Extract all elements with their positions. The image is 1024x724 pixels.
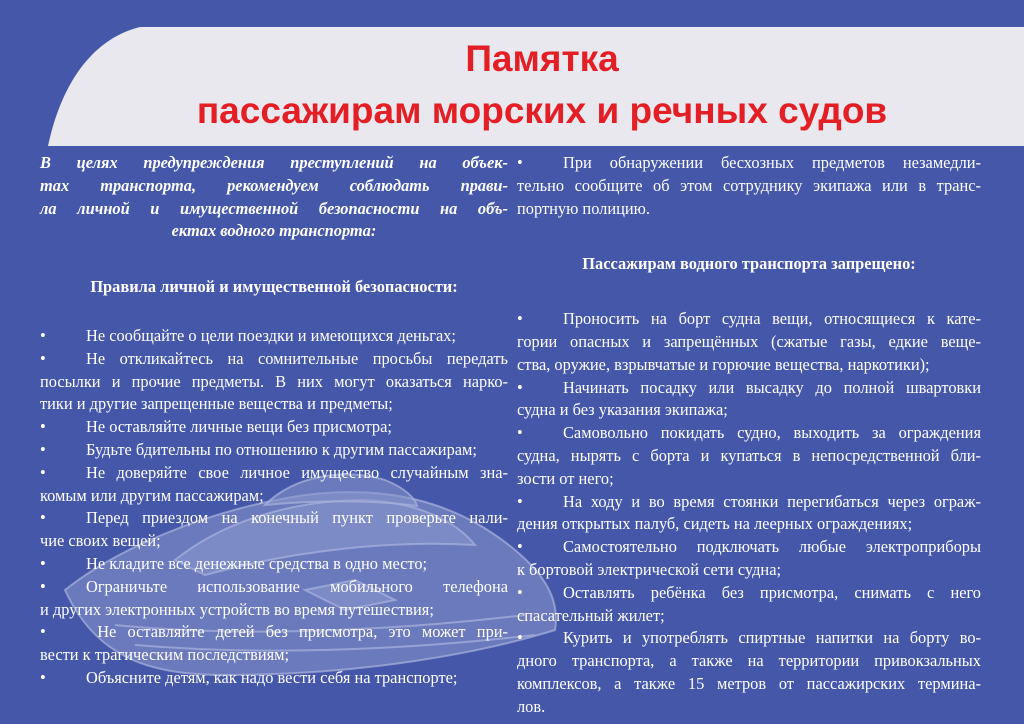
list-item: [517, 308, 981, 376]
list-item: [517, 422, 981, 490]
bullet-icon: [40, 325, 86, 348]
list-item: [40, 507, 508, 553]
list-item-line: [40, 416, 508, 439]
list-item-text: дения открытых палуб, сидеть на леерных ограждениях;: [517, 514, 913, 534]
bullet-icon: [517, 582, 563, 605]
list-item-line: [40, 439, 508, 462]
list-item-text: На ходу и во время стоянки перегибаться через ограж-: [563, 491, 981, 511]
list-item-text: Не сообщайте о цели поездки и имеющихся деньгах;: [86, 325, 456, 345]
list-item-line: [40, 348, 508, 371]
list-item-line: [517, 422, 981, 445]
safety-rules-list: [40, 325, 508, 690]
list-item-text: вести к трагическим последствиям;: [40, 645, 290, 665]
list-item-line: [40, 485, 508, 508]
list-item-line: [40, 644, 508, 667]
list-item-line: [40, 462, 508, 485]
list-item-line: [40, 667, 508, 690]
list-item-line: [517, 399, 981, 422]
unattended-items-note: [517, 152, 981, 220]
list-item-line: [517, 377, 981, 400]
list-item-line: [517, 605, 981, 628]
list-item-text: посылки и прочие предметы. В них могут оказаться нарко-: [40, 371, 508, 391]
list-item: [40, 325, 508, 348]
list-item-text: комплексов, а также 15 метров от пассажирских термина-: [517, 673, 981, 693]
list-item-line: [517, 175, 981, 198]
list-item-text: тики и другие запрещенные вещества и предметы;: [40, 394, 393, 414]
list-item-text: и других электронных устройств во время путешествия;: [40, 599, 434, 619]
list-item-text: лов.: [517, 696, 546, 716]
intro-paragraph: [40, 152, 508, 243]
bullet-icon: [40, 553, 86, 576]
list-item: [40, 621, 508, 667]
left-column: [40, 152, 508, 690]
list-item-text: тельно сообщите об этом сотруднику экипажа или в транс-: [517, 175, 981, 195]
list-item-line: [40, 507, 508, 530]
list-item-text: Будьте бдительны по отношению к другим пассажирам;: [86, 439, 477, 459]
list-item-line: [517, 331, 981, 354]
right-column: [517, 152, 981, 719]
title-line-2: пассажирам морских и речных судов: [196, 90, 888, 131]
list-item-text: Перед приездом на конечный пункт проверьте нали-: [86, 508, 508, 528]
list-item-text: Проносить на борт судна вещи, относящиеся к кате-: [563, 309, 981, 329]
bullet-icon: [517, 536, 563, 559]
bullet-icon: [517, 422, 563, 445]
list-item-line: [517, 513, 981, 536]
list-item-text: Не откликайтесь на сомнительные просьбы передать: [86, 348, 508, 368]
list-item-text: Не оставляйте детей без присмотра, это может при-: [86, 622, 508, 642]
list-item-text: Курить и употреблять спиртные напитки на борту во-: [563, 628, 981, 648]
list-item: [40, 416, 508, 439]
list-item-line: [517, 650, 981, 673]
list-item-line: [40, 599, 508, 622]
page-title: [60, 33, 1024, 137]
list-item-text: комым или другим пассажирам;: [40, 485, 264, 505]
list-item-text: зости от него;: [517, 468, 614, 488]
title-line-1: Памятка: [465, 38, 619, 79]
list-item-text: Не доверяйте свое личное имущество случайным зна-: [86, 462, 508, 482]
list-item-line: [40, 621, 508, 644]
bullet-icon: [40, 348, 86, 371]
list-item-text: Начинать посадку или высадку до полной швартовки: [563, 377, 981, 397]
intro-line: тах транспорта, рекомендуем соблюдать прави-: [40, 175, 508, 195]
intro-line: ектах водного транспорта:: [171, 221, 377, 241]
bullet-icon: [517, 377, 563, 400]
list-item-line: [40, 325, 508, 348]
intro-line: В целях предупреждения преступлений на объек-: [40, 153, 508, 172]
list-item-text: к бортовой электрической сети судна;: [517, 559, 782, 579]
list-item-text: чие своих вещей;: [40, 531, 161, 551]
list-item-line: [517, 582, 981, 605]
list-item-text: Не оставляйте личные вещи без присмотра;: [86, 417, 392, 437]
list-item-line: [517, 673, 981, 696]
list-item-line: [517, 696, 981, 719]
list-item: [517, 152, 981, 220]
list-item-text: Оставлять ребёнка без присмотра, снимать с него: [563, 582, 981, 602]
list-item: [40, 553, 508, 576]
list-item: [40, 667, 508, 690]
list-item-text: портную полицию.: [517, 198, 651, 218]
list-item-line: [517, 559, 981, 582]
list-item-text: дного транспорта, а также на территории привокзальных: [517, 651, 981, 671]
bullet-icon: [517, 491, 563, 514]
bullet-icon: [40, 439, 86, 462]
list-item-text: Ограничьте использование мобильного телефона: [86, 576, 508, 596]
bullet-icon: [40, 576, 86, 599]
list-item-line: [40, 530, 508, 553]
bullet-icon: [40, 462, 86, 485]
list-item-line: [517, 445, 981, 468]
list-item-line: [517, 198, 981, 221]
list-item-text: судна, нырять с борта и купаться в непосредственной бли-: [517, 445, 981, 465]
bullet-icon: [517, 627, 563, 650]
list-item-line: [40, 371, 508, 394]
list-item-line: [517, 627, 981, 650]
bullet-icon: [40, 667, 86, 690]
list-item-text: Самостоятельно подключать любые электроприборы: [563, 537, 981, 557]
bullet-icon: [517, 308, 563, 331]
list-item-text: ства, оружие, взрывчатые и горючие вещества, наркотики);: [517, 354, 930, 374]
list-item-line: [40, 393, 508, 416]
list-item-text: Не кладите все денежные средства в одно место;: [86, 553, 428, 573]
list-item: [517, 536, 981, 582]
bullet-icon: [40, 507, 86, 530]
list-item-line: [517, 152, 981, 175]
list-item-line: [517, 308, 981, 331]
list-item: [517, 582, 981, 628]
prohibited-heading: Пассажирам водного транспорта запрещено:: [582, 254, 916, 274]
list-item-line: [517, 491, 981, 514]
list-item: [40, 439, 508, 462]
bullet-icon: [40, 621, 86, 644]
list-item: [40, 576, 508, 622]
safety-rules-heading: Правила личной и имущественной безопасности:: [90, 277, 458, 297]
list-item-line: [40, 576, 508, 599]
list-item: [40, 348, 508, 416]
prohibited-list: [517, 308, 981, 718]
list-item-line: [517, 536, 981, 559]
intro-line: ла личной и имущественной безопасности на объ-: [40, 198, 508, 218]
list-item: [517, 627, 981, 718]
bullet-icon: [40, 416, 86, 439]
list-item-line: [40, 553, 508, 576]
list-item: [517, 491, 981, 537]
list-item: [517, 377, 981, 423]
bullet-icon: [517, 152, 563, 175]
title-banner: [0, 0, 1024, 150]
list-item-text: При обнаружении бесхозных предметов незамедли-: [563, 153, 981, 172]
list-item-text: Объясните детям, как надо вести себя на транспорте;: [86, 667, 458, 687]
list-item-line: [517, 468, 981, 491]
list-item-text: Самовольно покидать судно, выходить за ограждения: [563, 423, 981, 443]
list-item-text: судна и без указания экипажа;: [517, 400, 728, 420]
list-item-text: гории опасных и запрещённых (сжатые газы, едкие веще-: [517, 331, 981, 351]
list-item-line: [517, 354, 981, 377]
list-item-text: спасательный жилет;: [517, 605, 665, 625]
list-item: [40, 462, 508, 508]
